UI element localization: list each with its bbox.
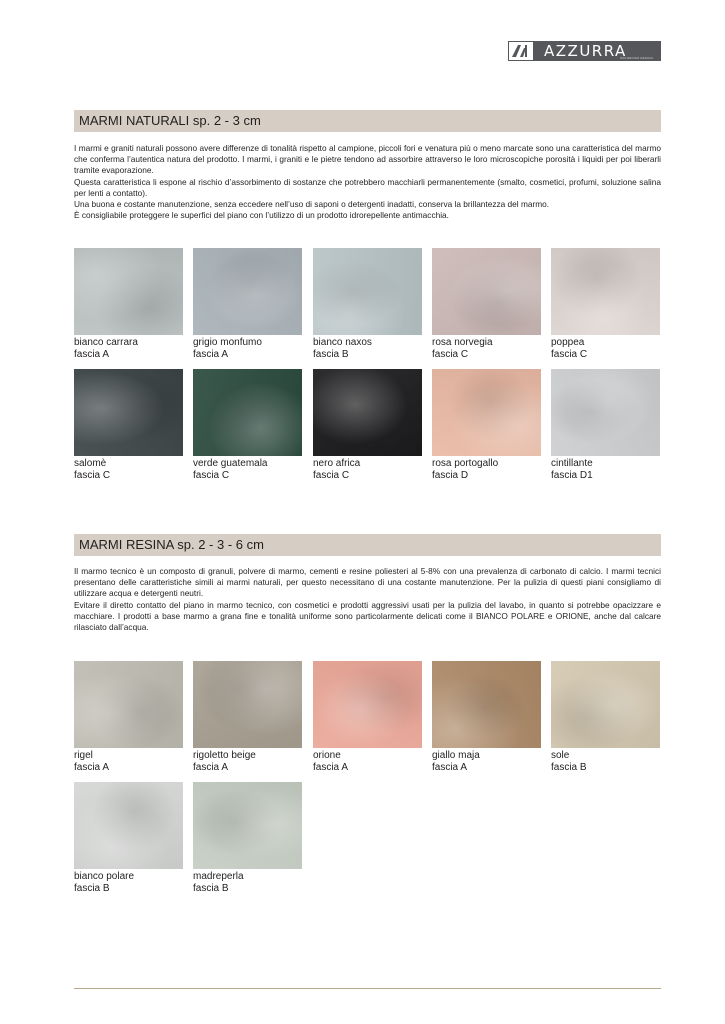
swatch-salom- [74,369,183,456]
swatch-grade: fascia C [193,469,230,481]
section-header-marmi-naturali [74,110,661,132]
swatch-caption [193,458,268,481]
swatch-caption [193,337,262,360]
swatch-name: sole [551,750,570,761]
swatch-caption [74,337,138,360]
swatch-caption [551,337,587,360]
swatch-name: bianco carrara [74,337,138,348]
logo-tagline: BATHROOM DESIGN [620,56,653,60]
swatch-rosa-norvegia [432,248,541,335]
swatch-name: poppea [551,337,585,348]
swatch-name: rigel [74,750,93,761]
swatch-caption [313,337,372,360]
swatch-caption [74,871,134,894]
swatch-nero-africa [313,369,422,456]
swatch-caption [313,750,348,773]
section-header-marmi-resina [74,534,661,556]
swatch-madreperla [193,782,302,869]
swatch-name: rigoletto beige [193,750,256,761]
swatch-grade: fascia C [313,469,350,481]
paragraph: Evitare il diretto contatto del piano in marmo tecnico, con cosmetici e prodotti aggressivi usati per la pulizia del lavabo, in quanto si potrebbe opacizzare e macchiare. I prodotti a base marmo a grana fine e tonalità uniforme sono particolarmente delicati come il BIANCO POLARE e ORIONE, anche dal calcare rilasciato dall’acqua. [74,599,661,633]
paragraph: I marmi e graniti naturali possono avere differenze di tonalità rispetto al campione, piccoli fori e venatura più o meno marcate sono una caratteristica del marmo che conferma l’autentica natura del prodotto. I marmi, i graniti e le pietre tendono ad assorbire attraverso le loro microscopiche porosità i liquidi per poi liberarli tramite evaporazione. [74,143,661,176]
swatch-grade: fascia B [193,882,229,894]
swatch-grade: fascia A [432,761,468,773]
swatch-grade: fascia C [74,469,111,481]
swatch-verde-guatemala [193,369,302,456]
swatch-caption [432,458,498,481]
swatch-caption [313,458,360,481]
swatch-caption [551,458,593,481]
paragraph: Il marmo tecnico è un composto di granuli, polvere di marmo, cementi e resine poliesteri al 5-8% con una prevalenza di carbonato di calcio. I marmi tecnici presentano delle caratteristiche simili ai marmi naturali, per questo necessitano di una costante manutenzione. Per la pulizia di questi piani consigliamo di utilizzare acqua e detergenti neutri. [74,566,661,599]
swatch-grade: fascia A [313,761,349,773]
swatch-rigel [74,661,183,748]
section-title: MARMI RESINA sp. 2 - 3 - 6 cm [79,537,264,552]
swatch-name: nero africa [313,458,361,469]
section-description [74,566,661,633]
paragraph: È consigliabile proteggere le superfici del piano con l’utilizzo di un prodotto idrorepellente antimacchia. [74,210,449,221]
swatch-grade: fascia C [551,348,588,360]
swatch-poppea [551,248,660,335]
swatch-rosa-portogallo [432,369,541,456]
swatch-grade: fascia D [432,469,469,481]
swatch-giallo-maja [432,661,541,748]
swatch-grade: fascia A [74,761,110,773]
logo-brand-text: AZZURRA [544,42,627,60]
swatch-name: madreperla [193,871,244,882]
swatch-name: salomè [74,458,107,469]
swatch-name: bianco polare [74,871,135,882]
swatch-bianco-carrara [74,248,183,335]
swatch-grade: fascia A [193,348,229,360]
swatch-caption [551,750,587,773]
section-description [74,143,661,221]
section-title: MARMI NATURALI sp. 2 - 3 cm [79,113,261,128]
logo-emblem-icon [508,41,534,61]
swatch-grade: fascia A [193,761,229,773]
swatch-name: bianco naxos [313,337,372,348]
swatch-grigio-monfumo [193,248,302,335]
swatch-name: orione [313,750,341,761]
swatch-grade: fascia C [432,348,469,360]
swatch-caption [74,458,110,481]
swatch-grade: fascia A [74,348,110,360]
swatch-orione [313,661,422,748]
paragraph: Una buona e costante manutenzione, senza eccedere nell’uso di saponi o detergenti inadatti, conserva la brillantezza del marmo. [74,199,550,210]
swatch-sole [551,661,660,748]
swatch-rigoletto-beige [193,661,302,748]
paragraph: Questa caratteristica li espone al rischio d’assorbimento di sostanze che potrebbero macchiarli permanentemente (smalto, cosmetici, profumi, soluzione salina per lenti a contatto). [74,176,661,198]
swatch-caption [74,750,109,773]
swatch-grade: fascia B [313,348,349,360]
swatch-grade: fascia B [551,761,587,773]
swatch-bianco-naxos [313,248,422,335]
swatch-name: giallo maja [432,750,480,761]
swatch-caption [432,337,493,360]
swatch-caption [432,750,480,773]
swatch-grade: fascia B [74,882,110,894]
swatch-name: cintillante [551,458,593,469]
swatch-bianco-polare [74,782,183,869]
swatch-name: rosa norvegia [432,337,493,348]
azzurra-logo [508,41,661,61]
swatch-name: verde guatemala [193,458,268,469]
footer-divider [74,988,661,989]
swatch-name: rosa portogallo [432,458,499,469]
swatch-grade: fascia D1 [551,469,593,481]
swatch-caption [193,750,256,773]
swatch-cintillante [551,369,660,456]
swatch-name: grigio monfumo [193,337,262,348]
swatch-caption [193,871,244,894]
